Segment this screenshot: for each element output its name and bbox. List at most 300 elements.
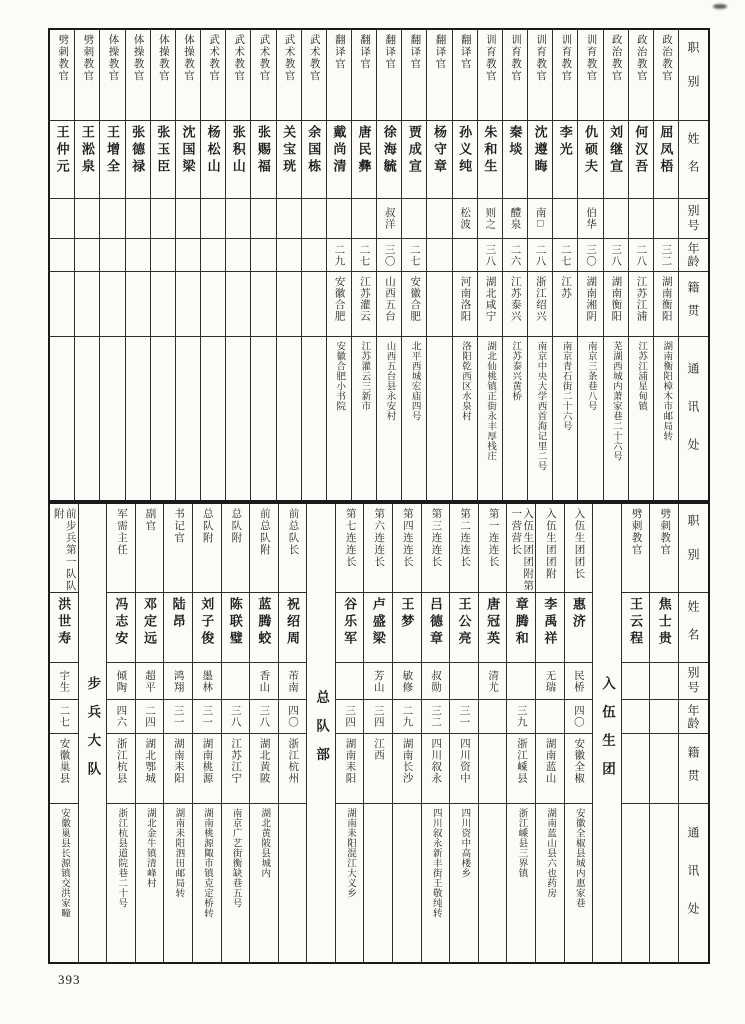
cell-role [277, 30, 301, 120]
cell-alias [377, 198, 401, 238]
cell-native [479, 733, 507, 803]
role-label: 劈刺教官 [659, 508, 671, 556]
person-column [250, 30, 275, 500]
native-label: 江苏江宁 [230, 738, 242, 784]
name-label: 徐海毓 [381, 125, 397, 176]
address-label: 湖北仙桃镇正街永丰厚栈庄 [485, 341, 496, 461]
cell-name [650, 592, 678, 662]
cell-alias [536, 662, 564, 699]
section-column [592, 504, 621, 962]
cell-alias [453, 198, 477, 238]
cell-age [164, 699, 192, 733]
row-header-label: 别号 [686, 203, 700, 234]
cell-role [251, 30, 275, 120]
cell-address [136, 803, 164, 962]
person-column [502, 30, 527, 500]
cell-role [151, 30, 175, 120]
row-header-label: 籍贯 [686, 281, 700, 327]
cell-name [336, 592, 364, 662]
cell-address [201, 336, 225, 500]
cell-alias [176, 198, 200, 238]
cell-address [222, 803, 250, 962]
native-label: 江苏 [560, 276, 572, 299]
cell-role [226, 30, 250, 120]
native-label: 安徽合肥 [409, 276, 421, 322]
cell-alias [507, 662, 535, 699]
cell-address [250, 803, 278, 962]
cell-age [578, 238, 602, 271]
address-label: 山西五台县永安村 [384, 341, 395, 421]
role-label: 训育教官 [585, 34, 597, 82]
cell-alias [250, 662, 278, 699]
role-label: 前总队长 [287, 508, 299, 556]
cell-native [553, 271, 577, 336]
cell-alias [479, 662, 507, 699]
cell-address [164, 803, 192, 962]
role-label: 武术教官 [283, 34, 295, 82]
cell-name [622, 592, 650, 662]
page-number: 393 [58, 972, 81, 987]
address-label: 四川叙永新丰街王敬纯转 [430, 808, 441, 918]
cell-role [250, 504, 278, 592]
cell-role [50, 504, 78, 592]
role-label: 前总队附 [258, 508, 270, 556]
age-label: 三八 [229, 705, 241, 728]
age-label: 三四 [372, 705, 384, 728]
name-label: 邓定远 [142, 597, 158, 648]
person-column [392, 504, 421, 962]
name-label: 张赐福 [255, 125, 271, 176]
cell-age [151, 238, 175, 271]
person-column [603, 30, 628, 500]
person-column [552, 30, 577, 500]
native-label: 湖南衡阳 [660, 276, 672, 322]
address-label: 洛阳乾西区水泉村 [459, 341, 470, 421]
name-label: 杨守章 [432, 125, 448, 176]
name-label: 王淞泉 [79, 125, 95, 176]
cell-alias [107, 662, 135, 699]
person-column [326, 30, 351, 500]
person-column [106, 504, 135, 962]
person-column [527, 30, 552, 500]
native-label: 四川资中 [458, 738, 470, 784]
cell-native [393, 733, 421, 803]
cell-address [503, 336, 527, 500]
cell-age [136, 699, 164, 733]
cell-name [427, 120, 451, 198]
cell-name [364, 592, 392, 662]
age-label: 二八 [534, 243, 546, 267]
cell-alias [151, 198, 175, 238]
role-label: 第三连连长 [430, 508, 442, 568]
role-label: 总队附 [230, 508, 242, 544]
cell-role [201, 30, 225, 120]
name-label: 蓝腾蛟 [256, 597, 272, 648]
person-column [506, 504, 535, 962]
cell-age [193, 699, 221, 733]
native-label: 四川叙永 [430, 738, 442, 784]
cell-native [336, 733, 364, 803]
name-label: 何汉吾 [633, 125, 649, 176]
cell-address [302, 336, 326, 500]
row-header-label: 职别 [686, 514, 700, 582]
section-label: 入伍生团 [600, 676, 616, 790]
cell-role [536, 504, 564, 592]
cell-native [578, 271, 602, 336]
cell-age [327, 238, 351, 271]
cell-name [222, 592, 250, 662]
alias-label: 南□ [534, 206, 546, 231]
cell-name [251, 120, 275, 198]
role-label: 翻译官 [409, 34, 421, 70]
name-label: 刘继宣 [608, 125, 624, 176]
person-column [135, 504, 164, 962]
alias-label: 宇生 [58, 669, 70, 693]
cell-age [222, 699, 250, 733]
cell-role [193, 504, 221, 592]
person-column [452, 30, 477, 500]
name-label: 陈联璧 [227, 597, 243, 648]
name-label: 仇硕夫 [582, 125, 598, 176]
scan-smudge [713, 4, 727, 9]
name-label: 张德禄 [130, 125, 146, 176]
age-label: 三八 [258, 705, 270, 728]
native-label: 浙江嵊县 [516, 738, 527, 784]
cell-address [176, 336, 200, 500]
cell-name [279, 592, 307, 662]
cell-name [536, 592, 564, 662]
role-label: 翻译官 [359, 34, 371, 70]
cell-name [176, 120, 200, 198]
alias-label: 叔洋 [383, 207, 395, 230]
name-label: 关宝珖 [281, 125, 297, 176]
age-label: 三一 [172, 705, 184, 728]
cell-alias [578, 198, 602, 238]
address-label: 江苏江浦星甸镇 [636, 341, 647, 411]
alias-label: 则之 [484, 207, 496, 230]
cell-native [251, 271, 275, 336]
cell-address [277, 336, 301, 500]
address-label: 北平西城宏庙四号 [409, 341, 420, 421]
role-label: 武术教官 [258, 34, 270, 82]
person-column [276, 30, 301, 500]
age-label: 三八 [484, 243, 496, 267]
role-label: 书记官 [173, 508, 185, 544]
cell-age [251, 238, 275, 271]
cell-name [528, 120, 552, 198]
cell-native [654, 271, 678, 336]
cadet-regiment-roster-table [48, 502, 710, 964]
header-cell-role [679, 30, 708, 120]
address-label: 芜湖西城内萧家巷二十六号 [610, 341, 621, 461]
role-label: 军需主任 [115, 508, 127, 556]
person-column [535, 504, 564, 962]
address-label: 湖南耒阳混江大义乡 [344, 808, 355, 898]
native-label: 江苏江浦 [635, 276, 647, 322]
cell-alias [604, 198, 628, 238]
name-label: 王梦 [399, 597, 415, 631]
cell-role [75, 30, 99, 120]
cell-age [450, 699, 478, 733]
cell-address [536, 803, 564, 962]
name-label: 焦士贵 [656, 597, 672, 648]
native-label: 浙江杭州 [287, 738, 299, 784]
alias-label: 清尤 [487, 669, 499, 693]
cell-name [450, 592, 478, 662]
native-label: 湖南桃源 [201, 738, 213, 784]
cell-age [50, 238, 74, 271]
cell-age [176, 238, 200, 271]
alias-label: 无瑞 [544, 669, 556, 693]
native-label: 湖南耒阳 [344, 738, 356, 784]
cell-alias [503, 198, 527, 238]
cell-address [427, 336, 451, 500]
role-label: 体操教官 [157, 34, 169, 82]
name-label: 祝绍周 [284, 597, 300, 648]
native-label: 江西 [373, 738, 385, 761]
cell-name [201, 120, 225, 198]
person-column [192, 504, 221, 962]
cell-age [427, 238, 451, 271]
age-label: 三〇 [383, 243, 395, 267]
cell-role [164, 504, 192, 592]
cell-role [302, 30, 326, 120]
address-label: 安徽合肥小书院 [334, 341, 345, 411]
name-label: 卢盛梁 [370, 597, 386, 648]
person-column [478, 504, 507, 962]
cell-name [164, 592, 192, 662]
name-label: 沈国梁 [180, 125, 196, 176]
native-label: 湖南衡阳 [610, 276, 622, 322]
role-label: 入伍生团团附 [544, 508, 556, 580]
cell-role [126, 30, 150, 120]
age-label: 二七 [58, 705, 70, 728]
cell-alias [402, 198, 426, 238]
cell-age [302, 238, 326, 271]
name-label: 孙义纯 [457, 125, 473, 176]
cell-name [100, 120, 124, 198]
address-label: 湖南衡阳樟木市邮局转 [661, 341, 672, 441]
cell-name [50, 120, 74, 198]
cell-native [136, 733, 164, 803]
cell-native [352, 271, 376, 336]
cell-address [352, 336, 376, 500]
address-label: 湖北金牛镇清峰村 [144, 808, 155, 888]
cell-alias [136, 662, 164, 699]
age-label: 二七 [408, 243, 420, 267]
cell-age [503, 238, 527, 271]
cell-name [277, 120, 301, 198]
cell-address [50, 803, 78, 962]
cell-address [279, 803, 307, 962]
name-label: 秦埮 [507, 125, 523, 159]
cell-age [336, 699, 364, 733]
person-column [351, 30, 376, 500]
cell-role [565, 504, 593, 592]
cell-age [250, 699, 278, 733]
cell-age [393, 699, 421, 733]
cell-alias [622, 662, 650, 699]
cell-name [393, 592, 421, 662]
role-label: 翻译官 [333, 34, 345, 70]
address-label: 南京三条巷八号 [585, 341, 596, 411]
cell-role [136, 504, 164, 592]
cell-native [151, 271, 175, 336]
cell-age [479, 699, 507, 733]
cell-role [327, 30, 351, 120]
person-column [50, 504, 78, 962]
age-label: 四〇 [286, 705, 298, 728]
alias-label: 香山 [258, 669, 270, 693]
cell-native [302, 271, 326, 336]
section-label: 总队部 [314, 690, 330, 776]
cell-age [629, 238, 653, 271]
cell-age [279, 699, 307, 733]
cell-name [226, 120, 250, 198]
cell-alias [553, 198, 577, 238]
cell-role [352, 30, 376, 120]
cell-role [364, 504, 392, 592]
alias-label: 鸿翔 [172, 669, 184, 693]
role-label: 体操教官 [132, 34, 144, 82]
cell-age [277, 238, 301, 271]
cell-native [327, 271, 351, 336]
cell-native [427, 271, 451, 336]
name-label: 唐冠英 [485, 597, 501, 648]
role-label: 劈刺教官 [57, 34, 69, 82]
cell-address [604, 336, 628, 500]
native-label: 山西五台 [383, 276, 395, 322]
cell-address [422, 803, 450, 962]
header-cell-age [679, 238, 708, 271]
name-label: 王增全 [104, 125, 120, 176]
native-label: 浙江绍兴 [534, 276, 546, 322]
alias-label: 墨林 [201, 669, 213, 693]
cell-name [50, 592, 78, 662]
person-column [249, 504, 278, 962]
cell-age [654, 238, 678, 271]
person-column [621, 504, 650, 962]
name-label: 章腾和 [513, 597, 529, 648]
role-label: 训育教官 [535, 34, 547, 82]
cell-native [176, 271, 200, 336]
person-column [477, 30, 502, 500]
address-label: 江苏泰兴黄桥 [510, 341, 521, 401]
cell-alias [450, 662, 478, 699]
cell-role [100, 30, 124, 120]
alias-label: 醴泉 [509, 207, 521, 230]
role-label: 第一连连长 [487, 508, 499, 568]
role-label: 体操教官 [182, 34, 194, 82]
cell-address [629, 336, 653, 500]
header-cell-role [679, 504, 708, 592]
cell-age [402, 238, 426, 271]
role-label: 第六连连长 [373, 508, 385, 568]
cell-address [453, 336, 477, 500]
cell-alias [226, 198, 250, 238]
name-label: 贾成宣 [406, 125, 422, 176]
person-column [50, 30, 74, 500]
native-label: 湖南耒阳 [172, 738, 184, 784]
cell-native [453, 271, 477, 336]
cell-role [422, 504, 450, 592]
cell-role [453, 30, 477, 120]
cell-age [553, 238, 577, 271]
role-label: 副官 [144, 508, 156, 532]
person-column [564, 504, 593, 962]
cell-address [402, 336, 426, 500]
cell-native [364, 733, 392, 803]
age-label: 二七 [358, 243, 370, 267]
cell-alias [327, 198, 351, 238]
cell-address [50, 336, 74, 500]
cell-address [578, 336, 602, 500]
cell-alias [422, 662, 450, 699]
cell-age [453, 238, 477, 271]
header-cell-age [679, 699, 708, 733]
cell-name [654, 120, 678, 198]
cell-native [565, 733, 593, 803]
age-label: 二八 [635, 243, 647, 267]
cell-role [450, 504, 478, 592]
cell-native [450, 733, 478, 803]
cell-name [126, 120, 150, 198]
header-cell-name [679, 120, 708, 198]
cell-age [126, 238, 150, 271]
cell-address [226, 336, 250, 500]
person-column [628, 30, 653, 500]
cell-name [402, 120, 426, 198]
name-label: 刘子俊 [199, 597, 215, 648]
name-label: 王云程 [628, 597, 644, 648]
cell-age [622, 699, 650, 733]
cell-name [136, 592, 164, 662]
cell-alias [222, 662, 250, 699]
age-label: 二九 [401, 705, 413, 728]
role-label: 政治教官 [610, 34, 622, 82]
row-header-label: 籍贯 [686, 745, 700, 792]
role-label: 第七连连长 [344, 508, 356, 568]
cell-native [528, 271, 552, 336]
row-header-label: 年龄 [686, 242, 700, 268]
row-header-label: 通讯处 [686, 361, 700, 476]
cell-address [507, 803, 535, 962]
role-label: 前步兵第一队队附 [52, 508, 76, 592]
cell-name [507, 592, 535, 662]
header-column [678, 504, 708, 962]
cell-name [604, 120, 628, 198]
cell-alias [654, 198, 678, 238]
role-label: 入伍生团团附第一营营长 [510, 508, 534, 592]
alias-label: 芳山 [372, 669, 384, 693]
role-label: 训育教官 [510, 34, 522, 82]
person-column [301, 30, 326, 500]
cell-name [479, 592, 507, 662]
cell-native [50, 271, 74, 336]
header-cell-address [679, 803, 708, 962]
role-label: 政治教官 [635, 34, 647, 82]
header-cell-alias [679, 198, 708, 238]
cell-address [553, 336, 577, 500]
header-cell-address [679, 336, 708, 500]
person-column [376, 30, 401, 500]
cell-native [377, 271, 401, 336]
header-column [678, 30, 708, 500]
cell-alias [164, 662, 192, 699]
cell-age [50, 699, 78, 733]
name-label: 屈凤梧 [658, 125, 674, 176]
name-label: 沈遵晦 [532, 125, 548, 176]
